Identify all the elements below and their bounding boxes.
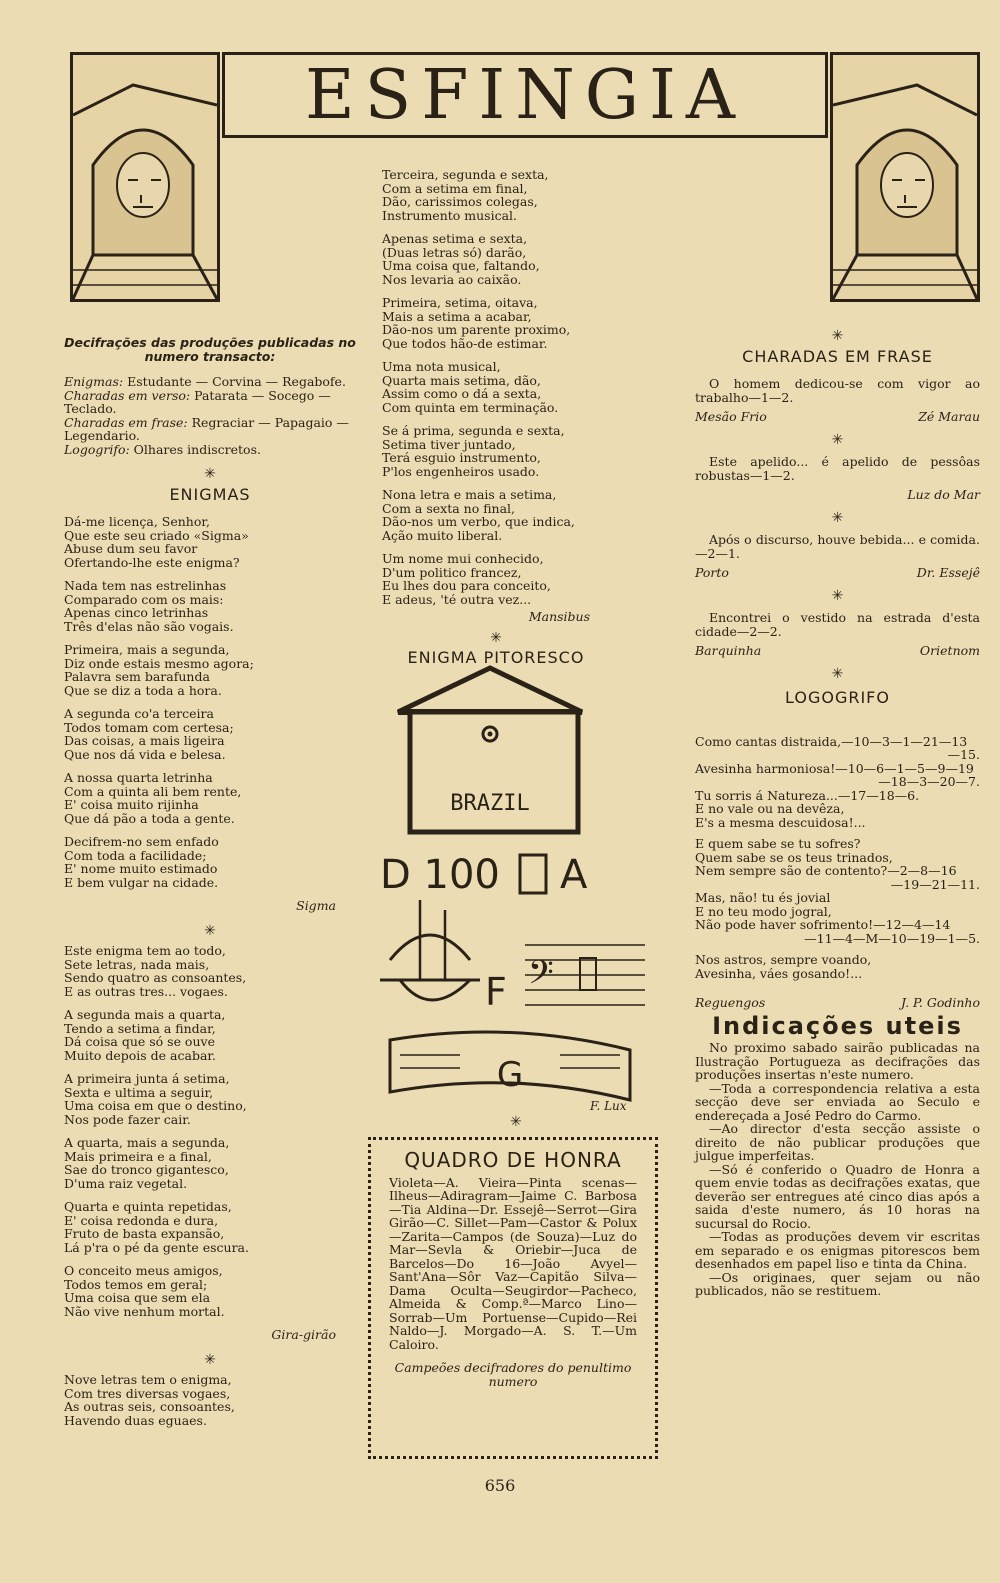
logogriph-verse: E's a mesma descuidosa!...	[695, 814, 866, 830]
page-number: 656	[484, 1476, 516, 1495]
charade-signature	[695, 566, 980, 580]
rebus-d100: D 100	[380, 852, 500, 898]
verse-line: Quarta e quinta repetidas,	[64, 1199, 232, 1214]
stanza	[64, 1264, 356, 1318]
logogriph-verse: Avesinha, váes gosando!...	[695, 965, 863, 981]
stanza	[64, 835, 356, 889]
verse-line: Uma coisa que, faltando,	[382, 258, 540, 273]
logogriph-line	[695, 735, 980, 762]
logogriph-line	[695, 802, 980, 816]
verse-line: D'uma raiz vegetal.	[64, 1175, 188, 1191]
charade-signature	[695, 488, 980, 502]
charade-text: Este apelido... é apelido de pessôas robustas—1—2.	[695, 454, 980, 483]
verse-line: Decifrem-no sem enfado	[64, 834, 219, 849]
charades-heading: CHARADAS EM FRASE	[742, 346, 933, 366]
logogriph-numbers: —19—21—11.	[890, 876, 980, 892]
logogriph-line	[695, 891, 980, 905]
picturesque-enigma-heading: ENIGMA PITORESCO	[407, 648, 585, 667]
enigmas-heading: ENIGMAS	[169, 484, 251, 504]
logogriph-signature	[695, 996, 980, 1010]
verse-line: A segunda mais a quarta,	[64, 1007, 226, 1022]
verse-line: Com quinta em terminação.	[382, 399, 559, 415]
artist-signature: F. Lux	[590, 1099, 627, 1113]
charades-list	[695, 377, 980, 681]
verse-line: Tendo a setima a findar,	[64, 1020, 216, 1036]
charade-place: Barquinha	[695, 643, 762, 658]
logogriph-verse: Nem sempre são de contento?—2—8—16	[695, 863, 957, 878]
verse-line: Lá p'ra o pé da gente escura.	[64, 1239, 249, 1255]
verse-line: Fruto de basta expansão,	[64, 1226, 225, 1241]
verse-line: Ação muito liberal.	[382, 527, 503, 543]
verse-line: Com toda a facilidade;	[64, 847, 207, 863]
verse-line: Um nome mui conhecido,	[382, 551, 544, 566]
verse-line: Que este seu criado «Sigma»	[64, 527, 249, 543]
stanza	[382, 424, 610, 478]
verse-line: Com a sexta no final,	[382, 500, 516, 516]
signature-author: J. P. Godinho	[901, 995, 980, 1010]
charade-signature	[695, 644, 980, 658]
verse-line: Setima tiver juntado,	[382, 436, 516, 452]
logogriph-line	[695, 953, 980, 967]
verse-line: Dá-me licença, Senhor,	[64, 514, 210, 529]
left-column	[64, 336, 356, 1437]
verse-line: E as outras tres... vogaes.	[64, 983, 228, 999]
verse-line: Palavra sem barafunda	[64, 669, 210, 684]
separator-star: ✳	[831, 587, 844, 604]
stanza	[64, 1008, 356, 1062]
verse-line: Eu lhes dou para conceito,	[382, 578, 551, 593]
author-signature: Mansibus	[528, 609, 590, 624]
verse-line: Quarta mais setima, dão,	[382, 372, 541, 388]
deciphering-line	[64, 389, 356, 416]
honour-roll-footer: Campeões decifradores do penultimo numero	[394, 1360, 632, 1389]
deciphering-label: Charadas em frase:	[64, 414, 188, 430]
enigma-2	[64, 944, 356, 1318]
logogriph-verse: E quem sabe se tu sofres?	[695, 836, 861, 851]
stanza	[382, 552, 610, 606]
stanza	[64, 643, 356, 697]
rebus-f: F	[485, 970, 507, 1014]
verse-line: Sae do tronco gigantesco,	[64, 1162, 229, 1177]
verse-line: Sexta e ultima a seguir,	[64, 1084, 214, 1100]
section-title: ESFINGIA	[222, 52, 828, 138]
separator-star: ✳	[204, 466, 216, 482]
verse-line: Primeira, setima, oitava,	[382, 295, 538, 310]
deciphering-line	[64, 443, 356, 457]
logogriph-verse: Avesinha harmoniosa!—10—6—1—5—9—19	[695, 760, 974, 776]
stanza	[382, 296, 610, 350]
deciphering-answers: Patarata — Socego — Teclado.	[64, 387, 331, 416]
verse-line: Todos temos em geral;	[64, 1276, 208, 1292]
stanza	[64, 707, 356, 761]
verse-line: Nos pode fazer cair.	[64, 1111, 191, 1127]
verse-line: Este enigma tem ao todo,	[64, 943, 226, 958]
stanza	[64, 515, 356, 569]
verse-line: Que dá pão a toda a gente.	[64, 810, 235, 826]
verse-line: Três d'elas não são vogais.	[64, 618, 234, 634]
rebus-a: A	[560, 852, 588, 898]
author-signature: Gira-girão	[271, 1327, 336, 1342]
logogriph-numbers: —15.	[947, 747, 980, 762]
verse-line: Uma coisa que sem ela	[64, 1290, 211, 1305]
verse-line: Terá esguio instrumento,	[382, 450, 541, 465]
verse-line: Mais a setima a acabar,	[382, 308, 532, 324]
stanza	[64, 944, 356, 998]
verse-line: Dão-nos um verbo, que indica,	[382, 514, 575, 529]
decipherings-list	[64, 375, 356, 456]
separator-star: ✳	[831, 665, 844, 682]
verse-line: Apenas setima e sexta,	[382, 231, 528, 246]
honour-roll-box	[368, 1137, 658, 1459]
stanza	[382, 232, 610, 286]
logogriph-poem	[695, 735, 980, 981]
verse-line: A segunda co'a terceira	[64, 706, 214, 721]
verse-line: Todos tomam com certesa;	[64, 719, 234, 735]
separator-star: ✳	[831, 431, 844, 448]
charade-text: O homem dedicou-se com vigor ao trabalho—1—2.	[695, 376, 980, 405]
picturesque-enigma-drawing	[360, 660, 660, 1120]
verse-line: Dão-nos um parente proximo,	[382, 322, 571, 337]
charade-signature	[695, 410, 980, 424]
stanza	[64, 1136, 356, 1190]
enigma-3-continued	[382, 168, 610, 606]
decipherings-heading: Decifrações das produções publicadas no numero transacto:	[64, 335, 356, 364]
verse-line: A primeira junta á setima,	[64, 1071, 230, 1086]
verse-line: Com a setima em final,	[382, 180, 528, 196]
logogriph-line	[695, 762, 980, 789]
verse-line: A nossa quarta letrinha	[64, 770, 213, 785]
verse-line: A quarta, mais a segunda,	[64, 1135, 230, 1150]
verse-line: O conceito meus amigos,	[64, 1263, 223, 1278]
verse-line: As outras seis, consoantes,	[64, 1399, 235, 1414]
useful-info-paragraph: —Os originaes, quer sejam ou não publicados, não se restituem.	[695, 1269, 980, 1298]
honour-roll-names: Violeta—A. Vieira—Pinta scenas—Ilheus—Adiragram—Jaime C. Barbosa—Tia Aldina—Dr. Essejê—Serrot—Gira Girão—C. Sillet—Pam—Castor & Polux—Zarita—Campos (de Souza)—Luz do Mar—Sevla & Oriebir—Juca de Barcelos—Do 16—João Avyel—Sant'Ana—Sôr Vaz—Capitão Silva—Dama Oculta—Seugirdor—Pacheco, Almeida & Comp.ª—Marco Lino—Sorrab—Um Portuense—Cupido—Rei Naldo—J. Morgado—A. S. T.—Um Caloiro.	[389, 1174, 637, 1352]
separator-star: ✳	[204, 1351, 216, 1368]
useful-info-paragraph: —Todas as produções devem vir escritas em separado e os enigmas pitorescos bem desenhados em papel liso e tinta da China.	[695, 1229, 980, 1271]
logogriph-line	[695, 967, 980, 981]
verse-line: Se á prima, segunda e sexta,	[382, 423, 565, 438]
charade-author: Orietnom	[919, 643, 980, 658]
verse-line: Que todos hão-de estimar.	[382, 335, 548, 351]
honour-roll-title: QUADRO DE HONRA	[404, 1148, 622, 1172]
logogriph-line	[695, 789, 980, 803]
useful-info-text	[695, 1041, 980, 1298]
charade-place: Porto	[695, 565, 729, 580]
verse-line: Com a quinta ali bem rente,	[64, 783, 242, 799]
verse-line: E adeus, 'té outra vez...	[382, 591, 532, 607]
verse-line: Que nos dá vida e belesa.	[64, 746, 226, 762]
verse-line: Sete letras, nada mais,	[64, 956, 210, 972]
deciphering-answers: Regraciar — Papagaio — Legendario.	[64, 414, 349, 443]
verse-line: Nona letra e mais a setima,	[382, 487, 557, 502]
verse-line: Das coisas, a mais ligeira	[64, 733, 225, 748]
verse-line: Havendo duas eguaes.	[64, 1412, 207, 1428]
charade-place: Mesão Frio	[695, 409, 767, 424]
verse-line: Com tres diversas vogaes,	[64, 1385, 231, 1401]
verse-line: Terceira, segunda e sexta,	[382, 167, 549, 182]
verse-line: Instrumento musical.	[382, 207, 518, 223]
verse-line: D'um politico francez,	[382, 564, 522, 580]
verse-line: Mais primeira e a final,	[64, 1148, 212, 1164]
deciphering-answers: Olhares indiscretos.	[129, 441, 261, 457]
logogriph-verse: Tu sorris á Natureza...—17—18—6.	[695, 787, 920, 803]
logogriph-numbers: —18—3—20—7.	[878, 774, 980, 789]
stanza	[382, 168, 610, 222]
verse-line: Diz onde estais mesmo agora;	[64, 655, 254, 671]
logogriph-line	[695, 918, 980, 945]
deciphering-label: Logogrifo:	[64, 441, 130, 457]
verse-line: Comparado com os mais:	[64, 591, 224, 607]
logogriph-line	[695, 837, 980, 851]
middle-column	[382, 168, 610, 679]
verse-line: (Duas letras só) darão,	[382, 244, 527, 260]
verse-line: Primeira, mais a segunda,	[64, 642, 230, 657]
logogriph-verse: E no vale ou na devêza,	[695, 801, 845, 816]
stanza	[382, 488, 610, 542]
useful-info-heading: Indicações uteis	[712, 1011, 963, 1040]
deciphering-label: Enigmas:	[64, 374, 124, 389]
enigma-3	[64, 1373, 356, 1427]
verse-line: Assim como o dá a sexta,	[382, 386, 542, 401]
charade-author: Dr. Essejê	[916, 565, 980, 580]
logogriph-verse: Quem sabe se os teus trinados,	[695, 849, 893, 865]
author-signature: Sigma	[296, 898, 336, 913]
logogriph-line	[695, 864, 980, 891]
verse-line: Dão, carissimos colegas,	[382, 194, 538, 209]
logogriph-line	[695, 851, 980, 865]
separator-star: ✳	[831, 509, 844, 526]
logogriph-line	[695, 905, 980, 919]
separator-star: ✳	[204, 922, 216, 939]
signature-place: Reguengos	[695, 995, 766, 1010]
charade-author: Zé Marau	[918, 409, 980, 424]
verse-line: E' coisa muito rijinha	[64, 797, 199, 812]
logogriph-verse: Nos astros, sempre voando,	[695, 952, 872, 967]
separator-star: ✳	[510, 1114, 522, 1130]
logogriph-verse: Não pode haver sofrimento!—12—4—14	[695, 917, 951, 932]
verse-line: Muito depois de acabar.	[64, 1047, 216, 1063]
stanza	[64, 1072, 356, 1126]
verse-line: P'los engenheiros usado.	[382, 463, 540, 479]
verse-line: Dá coisa que só se ouve	[64, 1034, 215, 1049]
deciphering-line	[64, 416, 356, 443]
right-column	[695, 330, 980, 1298]
logogriph-verse: E no teu modo jogral,	[695, 903, 832, 919]
useful-info-paragraph: —Só é conferido o Quadro de Honra a quem envie todas as decifrações exatas, que deverão ser entregues até cinco dias após a saida d'este numero, ás 10 horas na sucursal do Rocio.	[695, 1161, 980, 1231]
stanza	[64, 1373, 356, 1427]
verse-line: Que se diz a toda a hora.	[64, 682, 222, 698]
enigma-1	[64, 515, 356, 889]
house-label: BRAZIL	[450, 791, 530, 816]
stanza	[382, 360, 610, 414]
logogriph-verse: Como cantas distraida,—10—3—1—21—13	[695, 733, 968, 749]
separator-star: ✳	[831, 328, 844, 344]
verse-line: Não vive nenhum mortal.	[64, 1303, 225, 1319]
stanza	[64, 579, 356, 633]
logogriph-line	[695, 816, 980, 830]
sphinx-illustration-left	[70, 52, 220, 302]
deciphering-answers: Estudante — Corvina — Regabofe.	[123, 374, 346, 389]
separator-star: ✳	[490, 629, 502, 646]
verse-line: Ofertando-lhe este enigma?	[64, 554, 240, 570]
logogriph-numbers: —11—4—M—10—19—1—5.	[804, 930, 980, 946]
stanza	[64, 1200, 356, 1254]
verse-line: Abuse dum seu favor	[64, 541, 198, 556]
charade-text: Após o discurso, houve bebida... e comida.—2—1.	[695, 532, 980, 561]
useful-info-paragraph: —Ao director d'esta secção assiste o direito de não publicar produções que julgue imperfeitas.	[695, 1121, 980, 1163]
deciphering-line	[64, 375, 356, 389]
charade-text: Encontrei o vestido na estrada d'esta cidade—2—2.	[695, 610, 980, 639]
stanza	[64, 771, 356, 825]
verse-line: E bem vulgar na cidade.	[64, 874, 219, 890]
rebus-g: G	[496, 1055, 524, 1095]
verse-line: Nada tem nas estrelinhas	[64, 578, 227, 593]
verse-line: Uma nota musical,	[382, 359, 501, 374]
useful-info-paragraph: No proximo sabado sairão publicadas na Ilustração Portugueza as decifrações das produções insertas n'este numero.	[695, 1040, 980, 1082]
verse-line: Nove letras tem o enigma,	[64, 1372, 232, 1387]
verse-line: E' coisa redonda e dura,	[64, 1212, 219, 1228]
svg-text:𝄢: 𝄢	[528, 954, 554, 1000]
verse-line: Apenas cinco letrinhas	[64, 605, 209, 620]
logogriph-heading: LOGOGRIFO	[785, 688, 890, 707]
charade-author: Luz do Mar	[907, 487, 980, 502]
sphinx-illustration-right	[830, 52, 980, 302]
verse-line: E' nome muito estimado	[64, 861, 218, 876]
verse-line: Sendo quatro as consoantes,	[64, 970, 247, 985]
deciphering-label: Charadas em verso:	[64, 387, 191, 403]
verse-line: Nos levaria ao caixão.	[382, 271, 522, 287]
useful-info-paragraph: —Toda a correspondencia relativa a esta secção deve ser enviada ao Seculo e endereçada a José Pedro do Carmo.	[695, 1080, 980, 1123]
logogriph-verse: Mas, não! tu és jovial	[695, 890, 831, 905]
verse-line: Uma coisa em que o destino,	[64, 1098, 247, 1113]
